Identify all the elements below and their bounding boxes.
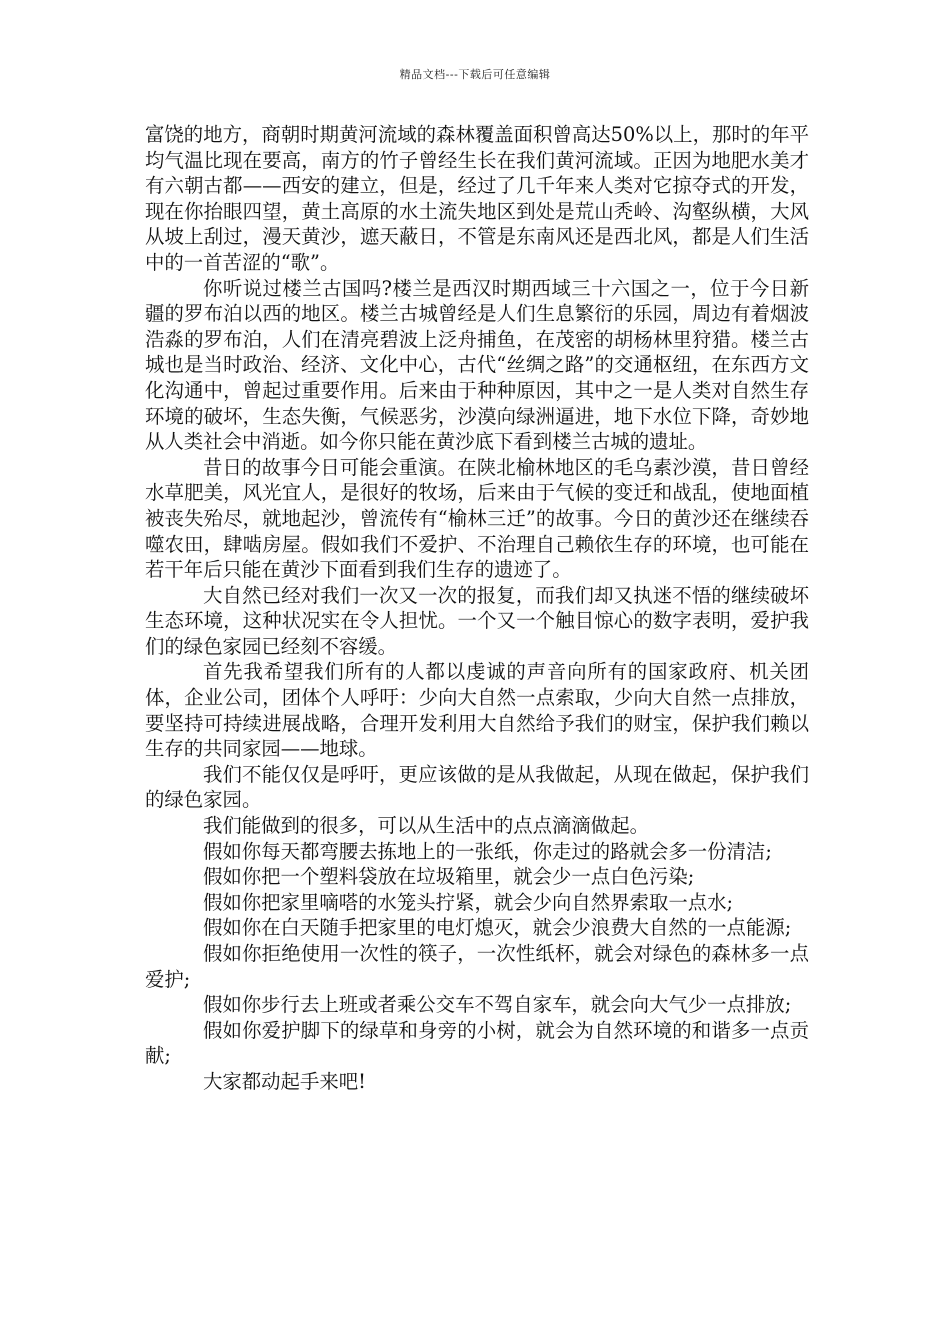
paragraph: 富饶的地方，商朝时期黄河流域的森林覆盖面积曾高达50%以上，那时的年平均气温比现在要高，南方的竹子曾经生长在我们黄河流域。正因为地肥水美才有六朝古都——西安的建立，但是，经过了几千年来人类对它掠夺式的开发，现在你抬眼四望，黄土高原的水土流失地区到处是荒山秃岭、沟壑纵横，大风从坡上刮过，漫天黄沙，遮天蔽日，不管是东南风还是西北风，都是人们生活中的一首苦涩的“歌”。 bbox=[145, 123, 809, 274]
paragraph: 你听说过楼兰古国吗?楼兰是西汉时期西域三十六国之一，位于今日新疆的罗布泊以西的地区。楼兰古城曾经是人们生息繁衍的乐园，周边有着烟波浩淼的罗布泊，人们在清亮碧波上泛舟捕鱼，在茂密的胡杨林里狩猎。楼兰古城也是当时政治、经济、文化中心，古代“丝绸之路”的交通枢纽，在东西方文化沟通中，曾起过重要作用。后来由于种种原因，其中之一是人类对自然生存环境的破坏，生态失衡，气候恶劣，沙漠向绿洲逼进，地下水位下降，奇妙地从人类社会中消逝。如今你只能在黄沙底下看到楼兰古城的遗址。 bbox=[145, 276, 809, 454]
paragraph: 我们不能仅仅是呼吁，更应该做的是从我做起，从现在做起，保护我们的绿色家园。 bbox=[145, 762, 809, 812]
paragraph: 假如你步行去上班或者乘公交车不驾自家车，就会向大气少一点排放; bbox=[203, 993, 792, 1017]
document-body bbox=[145, 122, 809, 1095]
paragraph: 假如你爱护脚下的绿草和身旁的小树，就会为自然环境的和谐多一点贡献; bbox=[145, 1018, 809, 1068]
paragraph: 假如你在白天随手把家里的电灯熄灭，就会少浪费大自然的一点能源; bbox=[203, 916, 792, 940]
paragraph: 大自然已经对我们一次又一次的报复，而我们却又执迷不悟的继续破坏生态环境，这种状况实在令人担忧。一个又一个触目惊心的数字表明，爱护我们的绿色家园已经刻不容缓。 bbox=[145, 583, 809, 658]
paragraph: 假如你把家里嘀嗒的水笼头拧紧，就会少向自然界索取一点水; bbox=[203, 890, 734, 914]
paragraph: 大家都动起手来吧! bbox=[203, 1069, 366, 1093]
paragraph: 昔日的故事今日可能会重演。在陕北榆林地区的毛乌素沙漠，昔日曾经水草肥美，风光宜人，是很好的牧场，后来由于气候的变迁和战乱，使地面植被丧失殆尽，就地起沙，曾流传有“榆林三迁”的故事。今日的黄沙还在继续吞噬农田，肆啮房屋。假如我们不爱护、不治理自己赖依生存的环境，也可能在若干年后只能在黄沙下面看到我们生存的遗迹了。 bbox=[145, 455, 809, 582]
paragraph: 假如你每天都弯腰去拣地上的一张纸，你走过的路就会多一份清洁; bbox=[203, 839, 772, 863]
paragraph: 假如你拒绝使用一次性的筷子，一次性纸杯，就会对绿色的森林多一点爱护; bbox=[145, 942, 809, 991]
paragraph: 我们能做到的很多，可以从生活中的点点滴滴做起。 bbox=[203, 814, 649, 838]
page-header: 精品文档---下载后可任意编辑 bbox=[399, 68, 551, 81]
paragraph: 假如你把一个塑料袋放在垃圾箱里，就会少一点白色污染; bbox=[203, 865, 695, 889]
paragraph: 首先我希望我们所有的人都以虔诚的声音向所有的国家政府、机关团体，企业公司，团体个人呼吁：少向大自然一点索取，少向大自然一点排放，要坚持可持续进展战略，合理开发利用大自然给予我们的财宝，保护我们赖以生存的共同家园——地球。 bbox=[145, 660, 809, 761]
